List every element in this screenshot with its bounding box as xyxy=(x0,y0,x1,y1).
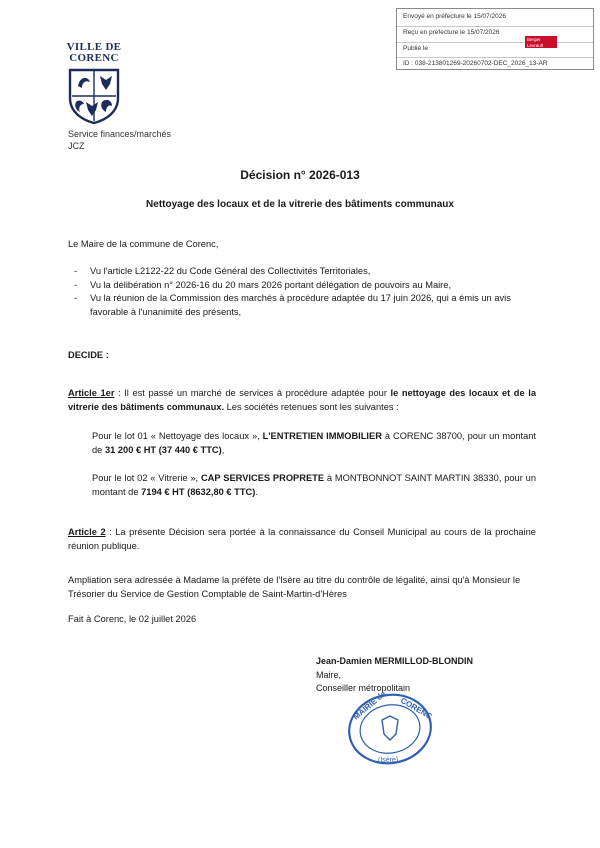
article-1-text-a: : Il est passé un marché de services à procédure adaptée pour xyxy=(114,388,391,398)
svg-text:CORENC: CORENC xyxy=(399,695,434,722)
lot-1-suffix: , xyxy=(221,444,225,455)
stamp-sent-date: Envoyé en préfecture le 15/07/2026 xyxy=(403,13,506,20)
town-logo-title xyxy=(62,42,126,64)
lot-1 xyxy=(92,430,536,457)
considerant-item: - Vu la délibération n° 2026-16 du 20 mars 2026 portant délégation de pouvoirs au Maire, xyxy=(68,279,536,293)
lot-2-prefix: Pour le lot 02 « Vitrerie », xyxy=(92,473,201,483)
article-2-label: Article 2 xyxy=(68,527,106,537)
article-1 xyxy=(68,387,536,414)
signatory-name: Jean-Damien MERMILLOD-BLONDIN xyxy=(316,656,474,666)
decision-title: Décision n° 2026-013 xyxy=(240,168,360,182)
lot-2 xyxy=(92,472,536,499)
lot-1-middle: à CORENC 38700, pour un montant de xyxy=(92,431,536,455)
lot-1-prefix: Pour le lot 01 « Nettoyage des locaux », xyxy=(92,431,263,441)
article-2 xyxy=(68,526,536,553)
stamp-published: Publié le xyxy=(403,45,428,52)
intro: Le Maire de la commune de Corenc, xyxy=(68,239,219,249)
article-2-text: : La présente Décision sera portée à la connaissance du Conseil Municipal au cours de la prochaine réunion publique. xyxy=(68,527,536,551)
considerant-item: - Vu la réunion de la Commission des marchés à procédure adaptée du 17 juin 2026, qui a émis un avis favorable à l'unanimité des présents, xyxy=(68,292,536,319)
lot-1-amount: 31 200 € HT (37 440 € TTC) xyxy=(104,444,222,455)
coat-of-arms-icon xyxy=(68,68,120,129)
service-header xyxy=(68,128,171,152)
decide-heading: DECIDE : xyxy=(68,350,109,360)
svg-text:(Isère): (Isère) xyxy=(378,757,399,764)
signatory-role: Maire, xyxy=(316,669,342,680)
town-hall-seal-icon xyxy=(344,690,436,773)
stamp-id: ID : 038-213801269-20260702-DEC_2026_13-AR xyxy=(403,60,548,67)
lot-2-suffix: . xyxy=(255,486,258,497)
logo-line2: CORENC xyxy=(69,52,119,64)
prefecture-stamp xyxy=(396,8,594,70)
lot-2-company: CAP SERVICES PROPRETE xyxy=(200,473,325,483)
ampliation: Ampliation sera adressée à Madame la préfète de l'Isère au titre du contrôle de légalité, ainsi qu'à Monsieur le Trésorier du Service de Gestion Comptable de Saint-Martin-d'Hères xyxy=(68,575,521,599)
signatory-role-2: Conseiller métropolitain xyxy=(316,683,411,693)
stamp-received-date: Reçu en préfecture le 15/07/2026 xyxy=(403,29,500,36)
article-1-object: le nettoyage des locaux et de la vitrerie des bâtiments communaux. xyxy=(68,388,536,412)
decision-subtitle: Nettoyage des locaux et de la vitrerie des bâtiments communaux xyxy=(146,199,454,210)
logo-line1: VILLE DE xyxy=(66,41,122,53)
lot-2-amount: 7194 € HT (8632,80 € TTC) xyxy=(141,486,256,497)
svg-text:MAIRIE de: MAIRIE de xyxy=(351,690,388,722)
lot-1-company: L'ENTRETIEN IMMOBILIER xyxy=(262,431,382,441)
article-1-text-b: Les sociétés retenues sont les suivantes : xyxy=(224,401,399,412)
signature-date: Fait à Corenc, le 02 juillet 2026 xyxy=(68,614,197,624)
service-initials: JCZ xyxy=(68,141,85,151)
berger-levrault-logo: Berger Levrault xyxy=(525,36,557,48)
lot-2-middle: à MONTBONNOT SAINT MARTIN 38330, pour un montant de xyxy=(92,473,536,497)
considerant-item: - Vu l'article L2122-22 du Code Général des Collectivités Territoriales, xyxy=(68,265,536,279)
considerants-list xyxy=(68,265,536,319)
service-dept: Service finances/marchés xyxy=(68,129,172,139)
article-1-label: Article 1er xyxy=(68,388,115,398)
